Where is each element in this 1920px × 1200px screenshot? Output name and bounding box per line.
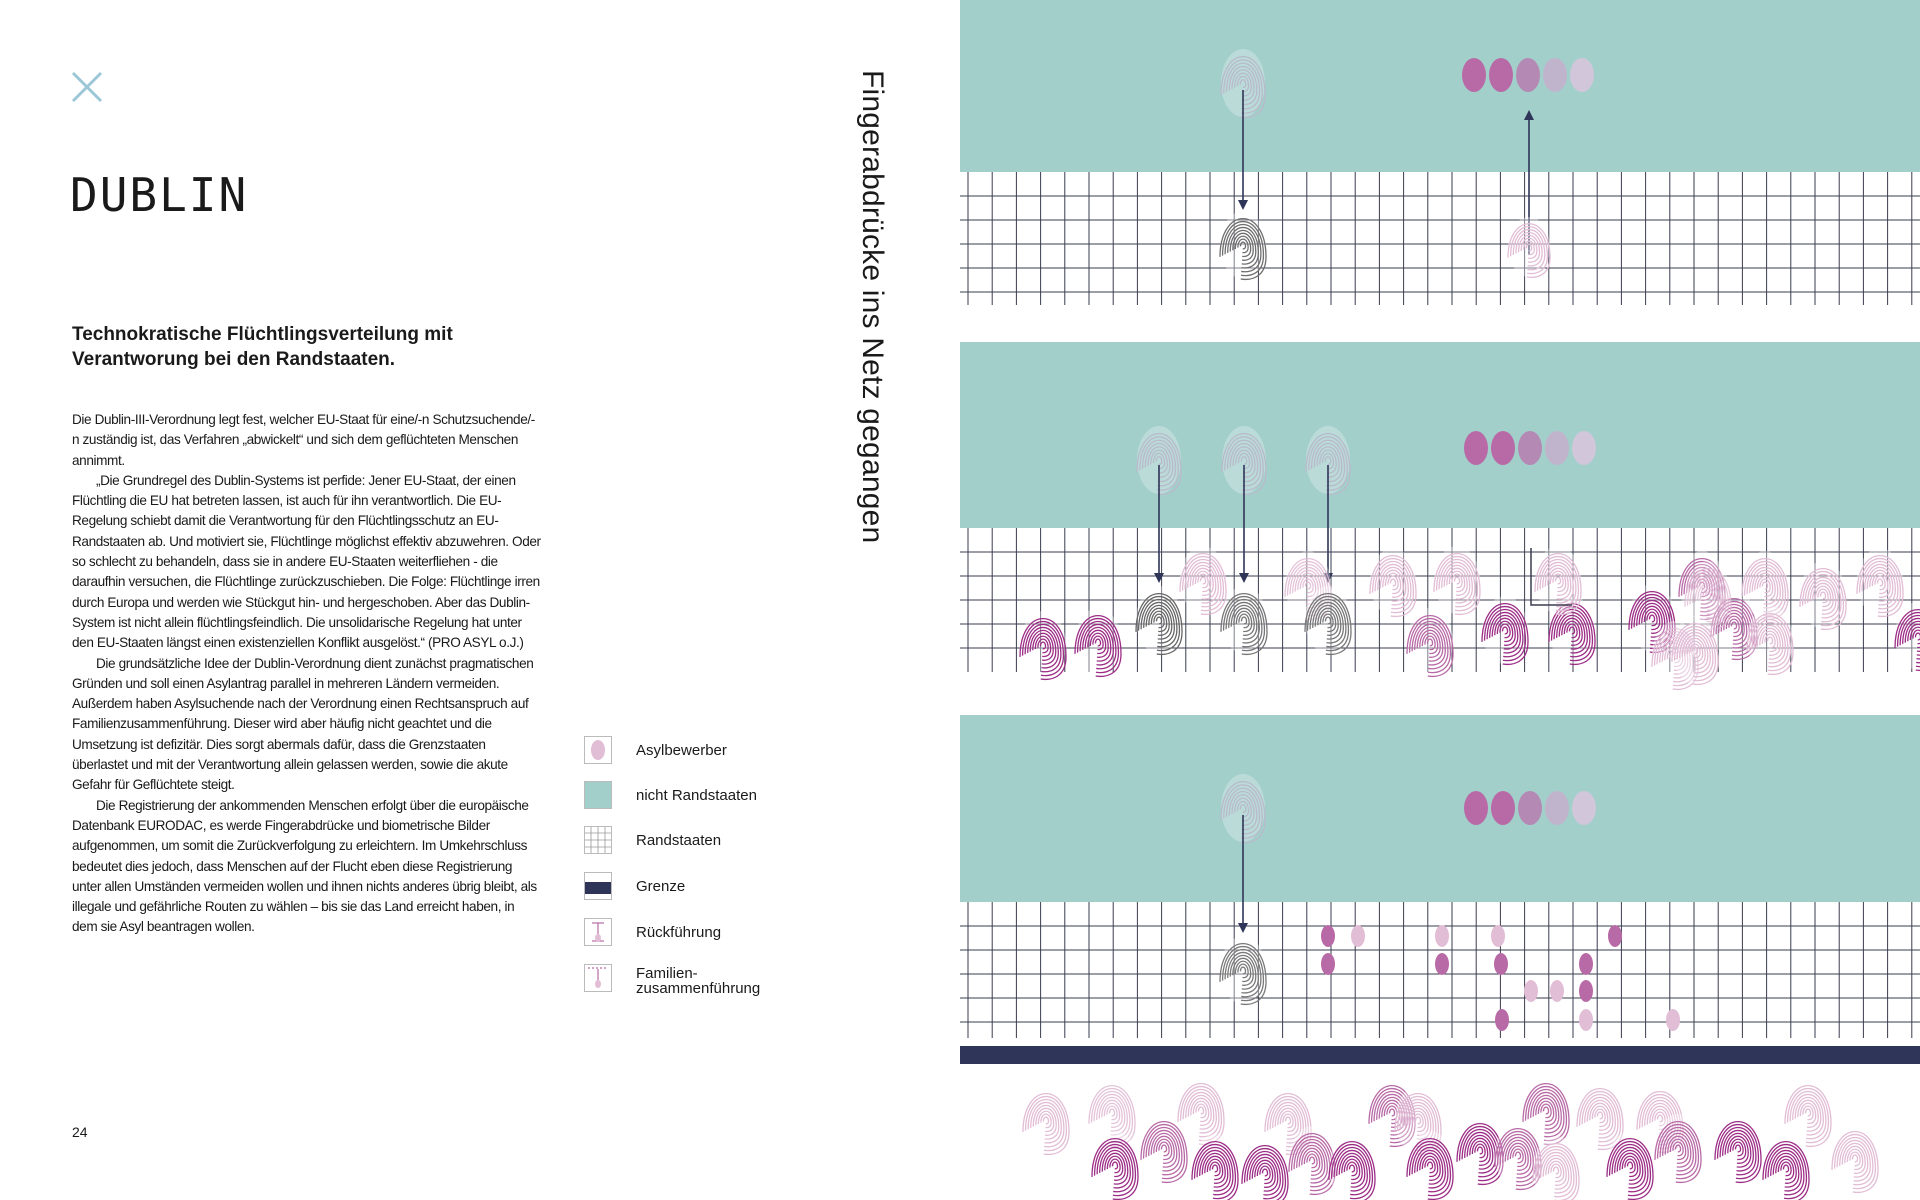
asylum-seeker-fingerprint [1407, 608, 1453, 676]
non-border-states-area [960, 342, 1920, 528]
dublin-diagram [960, 0, 1920, 1200]
page-title: DUBLIN [70, 168, 249, 222]
body-text [72, 410, 542, 938]
return-icon [584, 918, 612, 946]
page-number: 24 [72, 1124, 88, 1140]
asylum-seeker-queue [1464, 431, 1596, 465]
returned-fingerprint [1508, 217, 1550, 277]
asylum-seeker-fingerprint [1092, 1131, 1138, 1199]
registered-fingerprint [1221, 586, 1267, 654]
asylum-seeker-fingerprint [1655, 1114, 1701, 1182]
asylum-seeker-fingerprint [1672, 616, 1718, 684]
asylum-seeker-icon [584, 736, 612, 764]
asylum-seeker-queue [1462, 58, 1594, 92]
asylum-seeker-fingerprint [1857, 548, 1903, 616]
asylum-seeker-dot [1579, 1009, 1593, 1031]
asylum-seeker-dot [1494, 953, 1508, 975]
vertical-title: Fingerabdrücke ins Netz gegangen [856, 70, 889, 544]
asylum-seeker-fingerprint [1370, 548, 1416, 616]
asylum-seeker-dot [1608, 925, 1622, 947]
asylum-seeker-dot [1491, 925, 1505, 947]
asylum-seeker-queue [1464, 791, 1596, 825]
body-paragraph: „Die Grundregel des Dublin-Systems ist perfide: Jener EU-Staat, der einen Flüchtling die EU hat betreten lassen, ist auch für ihn verantwortlich. Die EU-Regelung schiebt damit die Verantwortung für den Flüchtlingsschutz an EU-Randstaaten ab. Und motiviert sie, Flüchtlinge möglichst effektiv abzuwehren. Oder so schlecht zu behandeln, dass sie in andere EU-Staaten weiterfliehen - die daraufhin versuchen, die Flüchtlinge zurückzuschieben. Die Folge: Flüchtlinge irren durch Europa und werden wie Stückgut hin- und hergeschoben. Aber das Dublin-System ist nicht allein flüchtlingsfeindlich. Die unsolidarische Regelung hat unter den EU-Staaten längst einen existenziellen Konflikt ausgelöst.“ (PRO ASYL o.J.) [72, 472, 541, 651]
border-states-grid [960, 172, 1920, 305]
registered-fingerprint [1220, 211, 1266, 279]
asylum-seeker-dot [1321, 925, 1335, 947]
asylum-seeker-dot [1435, 925, 1449, 947]
registered-fingerprint [1136, 586, 1182, 654]
legend-label: Rückführung [636, 924, 722, 941]
asylum-seeker-fingerprint [1747, 606, 1793, 674]
border-line [960, 1046, 1920, 1064]
asylum-seeker-dot [1495, 1009, 1509, 1031]
legend-label: nicht Randstaaten [636, 787, 757, 804]
registered-fingerprint [1305, 586, 1351, 654]
asylum-seeker-dot [1550, 980, 1564, 1002]
border-state-grid-icon [584, 826, 612, 854]
asylum-seeker-fingerprint [1407, 1131, 1453, 1199]
asylum-seeker-dot [1579, 953, 1593, 975]
non-border-state-icon [584, 781, 612, 809]
asylum-seeker-dot [1351, 925, 1365, 947]
asylum-seeker-fingerprint [1535, 546, 1581, 614]
asylum-seeker-dot [1435, 953, 1449, 975]
border-line-icon [584, 872, 612, 900]
asylum-seeker-fingerprint [1800, 561, 1846, 629]
asylum-seeker-fingerprint [1178, 1076, 1224, 1144]
non-border-states-area [960, 0, 1920, 172]
subtitle: Technokratische Flüchtlingsverteilung mit Verantworung bei den Randstaaten. [72, 324, 453, 370]
asylum-seeker-dot [1321, 953, 1335, 975]
legend-label: Grenze [636, 878, 686, 895]
asylum-seeker-fingerprint [1180, 546, 1226, 614]
legend-label: Asylbewerber [636, 742, 727, 759]
asylum-seeker-fingerprint [1715, 1114, 1761, 1182]
legend-label: Randstaaten [636, 832, 722, 849]
asylum-seeker-fingerprint [1023, 1086, 1069, 1154]
asylum-seeker-fingerprint [1192, 1134, 1238, 1200]
asylum-seeker-dot [1524, 980, 1538, 1002]
asylum-seeker-fingerprint [1832, 1124, 1878, 1192]
body-paragraph: Die Registrierung der ankommenden Menschen erfolgt über die europäische Datenbank EURODAC, es werde Fingerabdrücke und biometrische Bilder aufgenommen, um somit die Zurückverfolgung zu erleichtern. Im Umkehrschluss bedeutet dies jedoch, dass Menschen auf der Flucht eben diese Registrierung unter allen Umständen vermeiden wollen und ihnen nichts anderes übrig bleibt, als illegale und gefährliche Routen zu wählen – bis sie das Land erreicht haben, in dem sie Asyl beantragen wollen. [72, 797, 537, 935]
close-icon[interactable] [70, 70, 104, 104]
family-reunion-icon [584, 964, 612, 992]
asylum-seeker-fingerprint [1020, 611, 1066, 679]
legend-label: Familien-zusammenführung [636, 965, 761, 997]
non-border-states-area [960, 715, 1920, 902]
asylum-seeker-fingerprint [1141, 1114, 1187, 1182]
asylum-seeker-dot [1579, 980, 1593, 1002]
asylum-seeker-fingerprint [1075, 608, 1121, 676]
registered-fingerprint [1220, 936, 1266, 1004]
asylum-seeker-fingerprint [1785, 1078, 1831, 1146]
asylum-seeker-fingerprint [1434, 546, 1480, 614]
asylum-seeker-dot [1666, 1009, 1680, 1031]
asylum-seeker-fingerprint [1289, 1126, 1335, 1194]
body-paragraph: Die Dublin-III-Verordnung legt fest, welcher EU-Staat für eine/-n Schutzsuchende/-n zuständig ist, das Verfahren „abwickelt“ und sich dem geflüchteten Menschen annimmt. [72, 412, 535, 468]
asylum-seeker-fingerprint [1482, 596, 1528, 664]
asylum-seeker-fingerprint [1329, 1134, 1375, 1200]
body-paragraph: Die grundsätzliche Idee der Dublin-Verordnung dient zunächst pragmatischen Gründen und soll einen Asylantrag parallel in mehreren Ländern vermeiden. Außerdem haben Asylsuchende nach der Verordnung einen Rechtsanspruch auf Familienzusammenführung. Dieser wird aber häufig nicht geachtet und die Umsetzung ist defizitär. Dies sorgt abermals dafür, dass die Grenzstaaten überlastet und mit der Verantwortung allein gelassen werden, sowie die akute Gefahr für Geflüchtete steigt. [72, 655, 534, 793]
